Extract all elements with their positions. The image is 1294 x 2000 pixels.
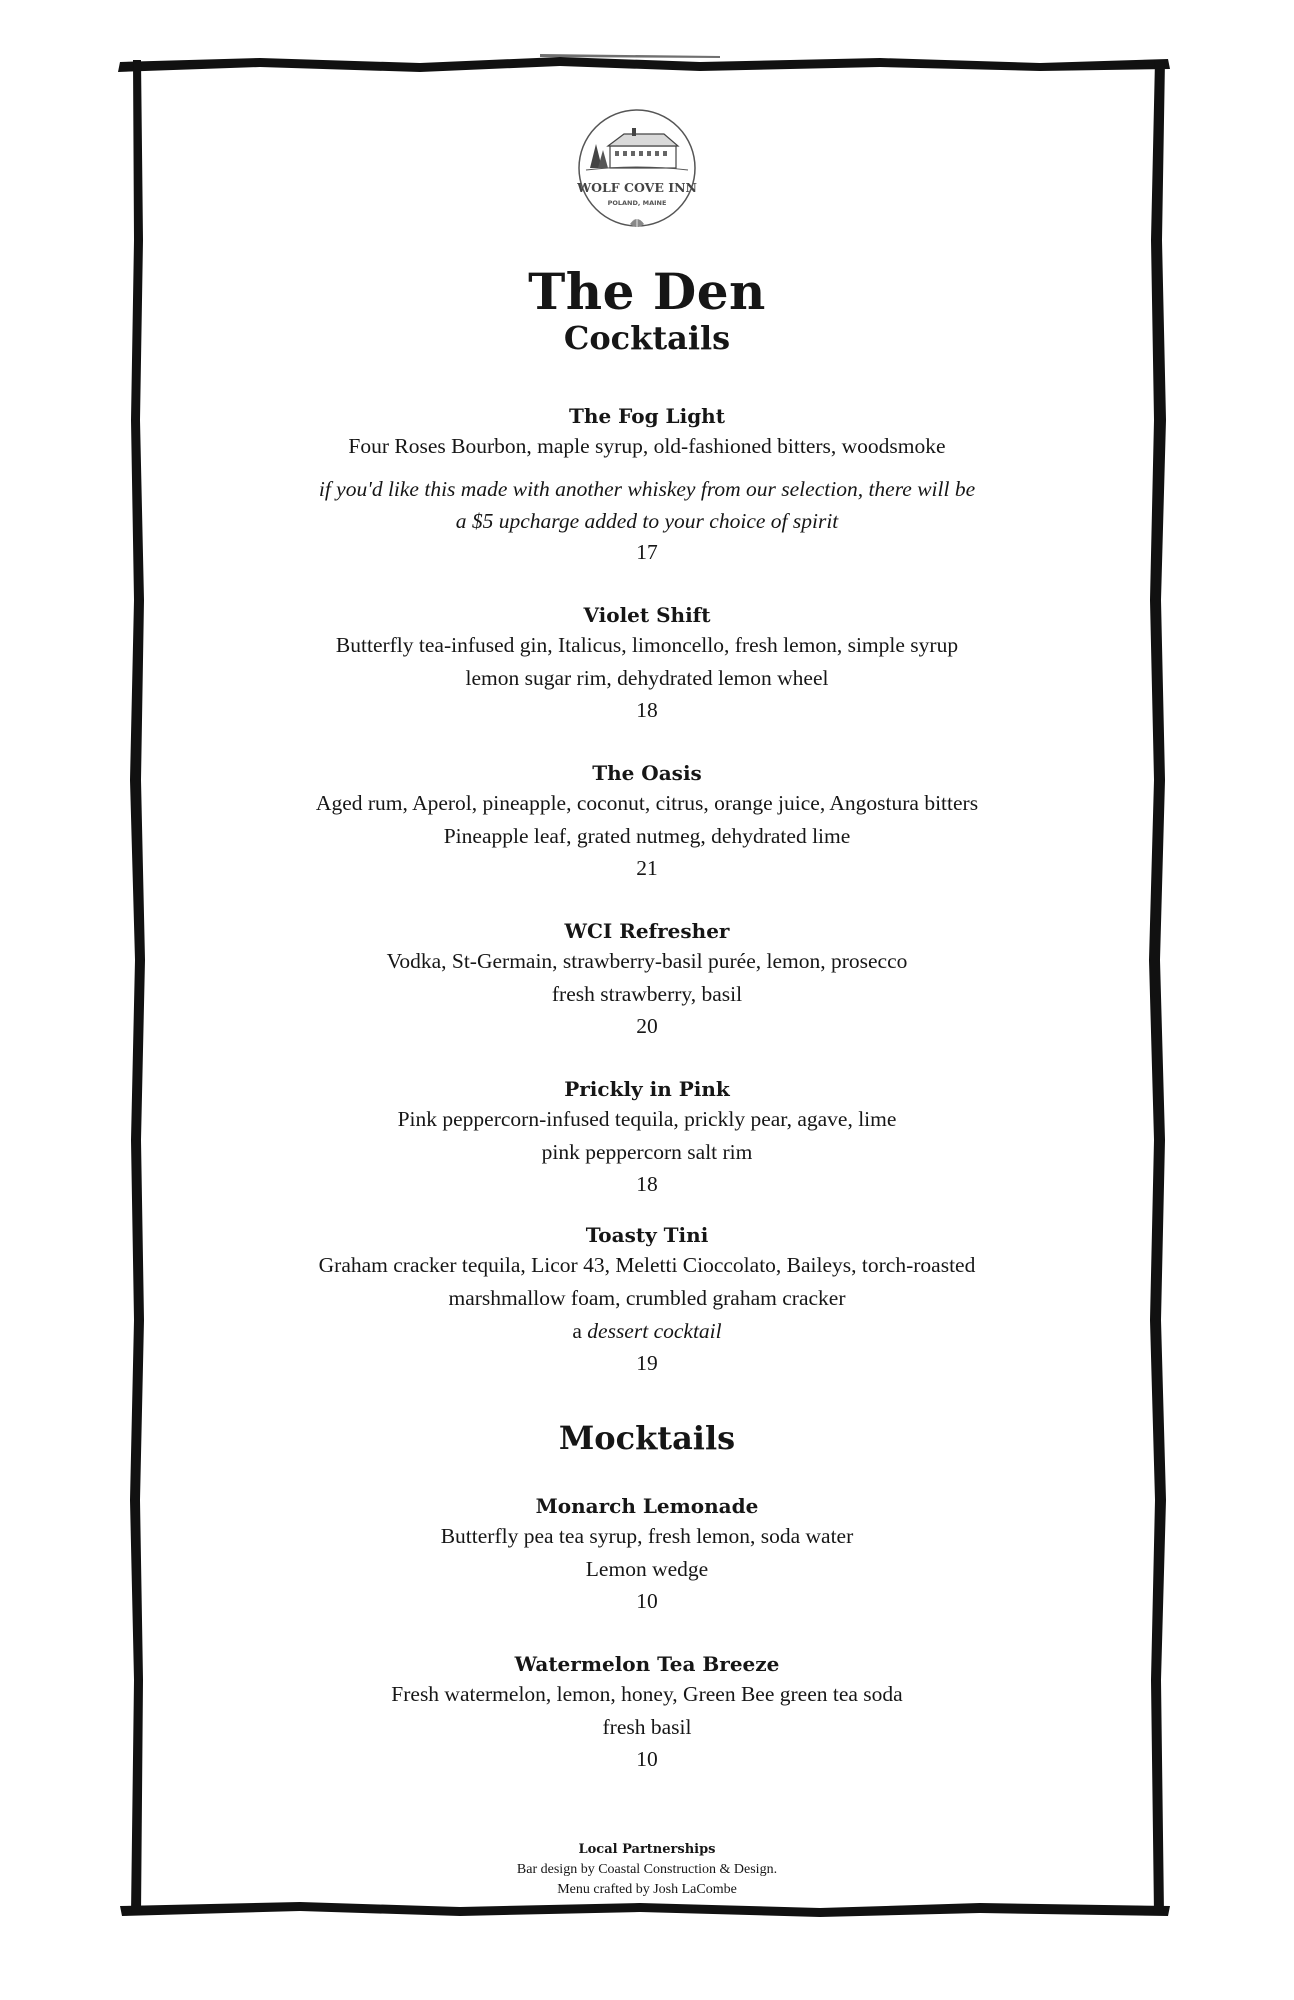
drink-name: Watermelon Tea Breeze <box>514 1652 780 1676</box>
drink-garnish: pink peppercorn salt rim <box>541 1140 753 1164</box>
logo-name: WOLF COVE INN <box>577 180 697 195</box>
drink-price: 10 <box>636 1589 658 1613</box>
cocktails-heading: Cocktails <box>563 319 731 357</box>
drink-ingredients: Butterfly pea tea syrup, fresh lemon, soda water <box>440 1524 854 1548</box>
drink-price: 18 <box>636 1172 658 1196</box>
drink-name: WCI Refresher <box>564 919 730 943</box>
drink-ingredients: Pink peppercorn-infused tequila, prickly pear, agave, lime <box>397 1107 897 1131</box>
page-title: The Den <box>528 262 766 321</box>
drink-ingredients: Graham cracker tequila, Licor 43, Meletti Cioccolato, Baileys, torch-roasted <box>318 1253 976 1277</box>
mocktails-heading: Mocktails <box>558 1419 736 1457</box>
drink-name: Monarch Lemonade <box>535 1494 759 1518</box>
inn-logo <box>572 106 702 246</box>
drink-price: 10 <box>636 1747 658 1771</box>
footer-credit-menu: Menu crafted by Josh LaCombe <box>557 1882 737 1897</box>
drink-name: The Fog Light <box>569 404 725 428</box>
drink-ingredients-cont: marshmallow foam, crumbled graham cracker <box>448 1286 846 1310</box>
drink-price: 17 <box>636 540 658 564</box>
drink-item <box>200 759 1094 883</box>
menu-content <box>200 262 1094 1774</box>
drink-ingredients: Vodka, St-Germain, strawberry-basil purée, lemon, prosecco <box>386 949 908 973</box>
drink-price: 21 <box>636 856 658 880</box>
drink-ingredients: Butterfly tea-infused gin, Italicus, limoncello, fresh lemon, simple syrup <box>335 633 959 657</box>
drink-item <box>200 917 1094 1041</box>
drink-item <box>200 1650 1094 1774</box>
drink-item <box>200 1492 1094 1616</box>
drink-garnish: Lemon wedge <box>585 1557 709 1581</box>
drink-garnish: Pineapple leaf, grated nutmeg, dehydrated lime <box>443 824 851 848</box>
drink-ingredients: Fresh watermelon, lemon, honey, Green Bee green tea soda <box>391 1682 903 1706</box>
drink-price: 19 <box>636 1351 658 1375</box>
drink-ingredients: Aged rum, Aperol, pineapple, coconut, citrus, orange juice, Angostura bitters <box>315 791 979 815</box>
drink-note: if you'd like this made with another whiskey from our selection, there will be <box>318 477 976 501</box>
footer-title: Local Partnerships <box>578 1842 716 1857</box>
drink-item <box>200 402 1094 567</box>
drink-price: 20 <box>636 1014 658 1038</box>
drink-tag <box>200 1315 1094 1348</box>
drink-ingredients: Four Roses Bourbon, maple syrup, old-fashioned bitters, woodsmoke <box>348 434 946 458</box>
drink-name: Prickly in Pink <box>564 1077 730 1101</box>
drink-name: Toasty Tini <box>585 1223 709 1247</box>
drink-note: a $5 upcharge added to your choice of spirit <box>455 509 839 533</box>
drink-garnish: lemon sugar rim, dehydrated lemon wheel <box>465 666 829 690</box>
drink-item <box>200 601 1094 725</box>
drink-garnish: fresh basil <box>602 1715 692 1739</box>
drink-name: Violet Shift <box>583 603 711 627</box>
drink-item <box>200 1221 1094 1378</box>
logo-place: POLAND, MAINE <box>607 199 667 207</box>
drink-price: 18 <box>636 698 658 722</box>
drink-item <box>200 1075 1094 1199</box>
drink-tag-italic: dessert cocktail <box>587 1319 722 1343</box>
drink-garnish: fresh strawberry, basil <box>551 982 743 1006</box>
footer <box>300 1840 994 1900</box>
footer-credit-design: Bar design by Coastal Construction & Design. <box>516 1862 778 1877</box>
drink-name: The Oasis <box>592 761 702 785</box>
drink-tag-prefix: a <box>572 1319 582 1343</box>
